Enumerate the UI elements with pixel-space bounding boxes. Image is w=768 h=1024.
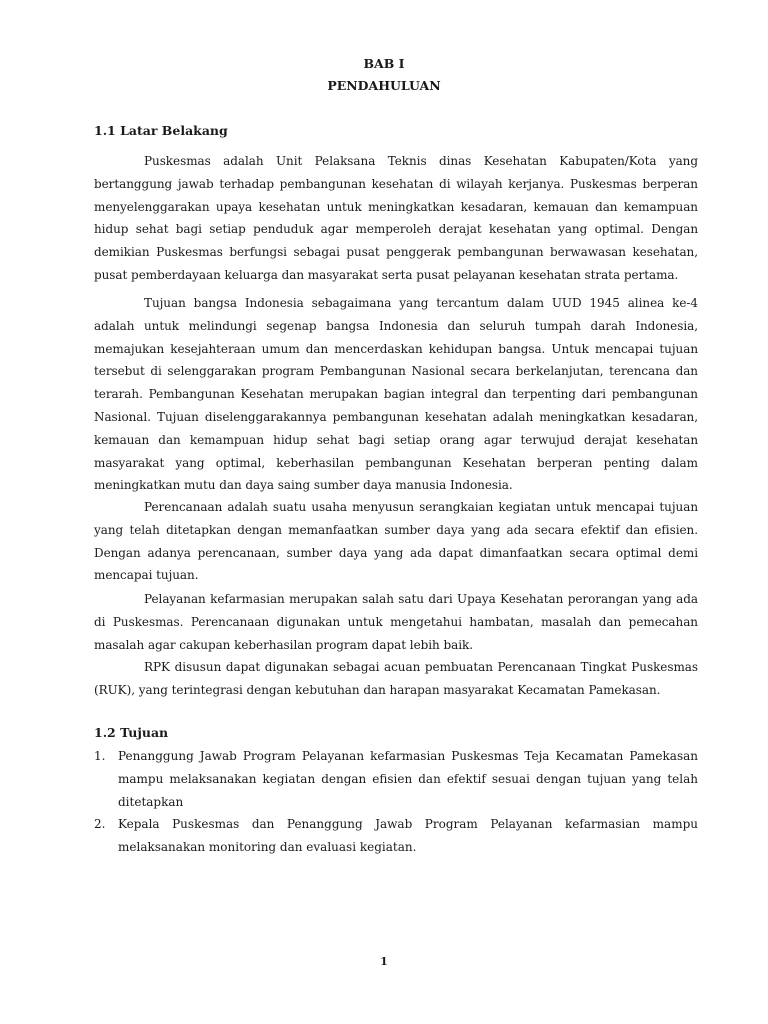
list-item — [94, 745, 698, 813]
chapter-number: BAB I — [363, 56, 405, 71]
list-item-number: 1. — [94, 749, 106, 763]
list-item-number: 2. — [94, 817, 106, 832]
section-heading-tujuan: 1.2 Tujuan — [94, 725, 169, 740]
paragraph: Tujuan bangsa Indonesia sebagaimana yang tercantum dalam UUD 1945 alinea ke-4 adalah untuk melindungi segenap bangsa Indonesia dan seluruh tumpah darah Indonesia, memajukan kesejahteraan umum dan mencerdaskan kehidupan bangsa. Untuk mencapai tujuan tersebut di selenggarakan program Pembangunan Nasional secara berkelanjutan, terencana dan terarah. Pembangunan Kesehatan merupakan bagian integral dan terpenting dari pembangunan Nasional. Tujuan diselenggarakannya pembangunan kesehatan adalah meningkatkan kesadaran, kemauan dan kemampuan hidup sehat bagi setiap orang agar terwujud derajat kesehatan masyarakat yang optimal, keberhasilan pembangunan Kesehatan berperan penting dalam meningkatkan mutu dan daya saing sumber daya manusia Indonesia. — [94, 296, 698, 493]
list-item-text: Kepala Puskesmas dan Penanggung Jawab Program Pelayanan kefarmasian mampu melaksanakan monitoring dan evaluasi kegiatan. — [118, 817, 698, 855]
chapter-title: PENDAHULUAN — [327, 78, 441, 93]
list-item — [94, 813, 698, 859]
page-number: 1 — [380, 955, 388, 968]
paragraph: Perencanaan adalah suatu usaha menyusun serangkaian kegiatan untuk mencapai tujuan yang telah ditetapkan dengan memanfaatkan sumber daya yang ada secara efektif dan efisien. Dengan adanya perencanaan, sumber daya yang ada dapat dimanfaatkan secara optimal demi mencapai tujuan. — [94, 500, 698, 583]
list-item-text: Penanggung Jawab Program Pelayanan kefarmasian Puskesmas Teja Kecamatan Pamekasan mampu melaksanakan kegiatan dengan efisien dan efektif sesuai dengan tujuan yang telah ditetapkan — [118, 749, 698, 809]
paragraph: RPK disusun dapat digunakan sebagai acuan pembuatan Perencanaan Tingkat Puskesmas (RUK), yang terintegrasi dengan kebutuhan dan harapan masyarakat Kecamatan Pamekasan. — [94, 660, 698, 697]
objectives-list — [94, 745, 698, 859]
chapter-heading — [0, 53, 768, 97]
section-heading-latar-belakang: 1.1 Latar Belakang — [94, 123, 228, 138]
paragraph: Pelayanan kefarmasian merupakan salah satu dari Upaya Kesehatan perorangan yang ada di Puskesmas. Perencanaan digunakan untuk mengetahui hambatan, masalah dan pemecahan masalah agar cakupan keberhasilan program dapat lebih baik. — [94, 592, 698, 652]
paragraph: Puskesmas adalah Unit Pelaksana Teknis dinas Kesehatan Kabupaten/Kota yang bertanggung jawab terhadap pembangunan kesehatan di wilayah kerjanya. Puskesmas berperan menyelenggarakan upaya kesehatan untuk meningkatkan kesadaran, kemauan dan kemampuan hidup sehat bagi setiap penduduk agar memperoleh derajat kesehatan yang optimal. Dengan demikian Puskesmas berfungsi sebagai pusat penggerak pembangunan berwawasan kesehatan, pusat pemberdayaan keluarga dan masyarakat serta pusat pelayanan kesehatan strata pertama. — [94, 154, 698, 282]
